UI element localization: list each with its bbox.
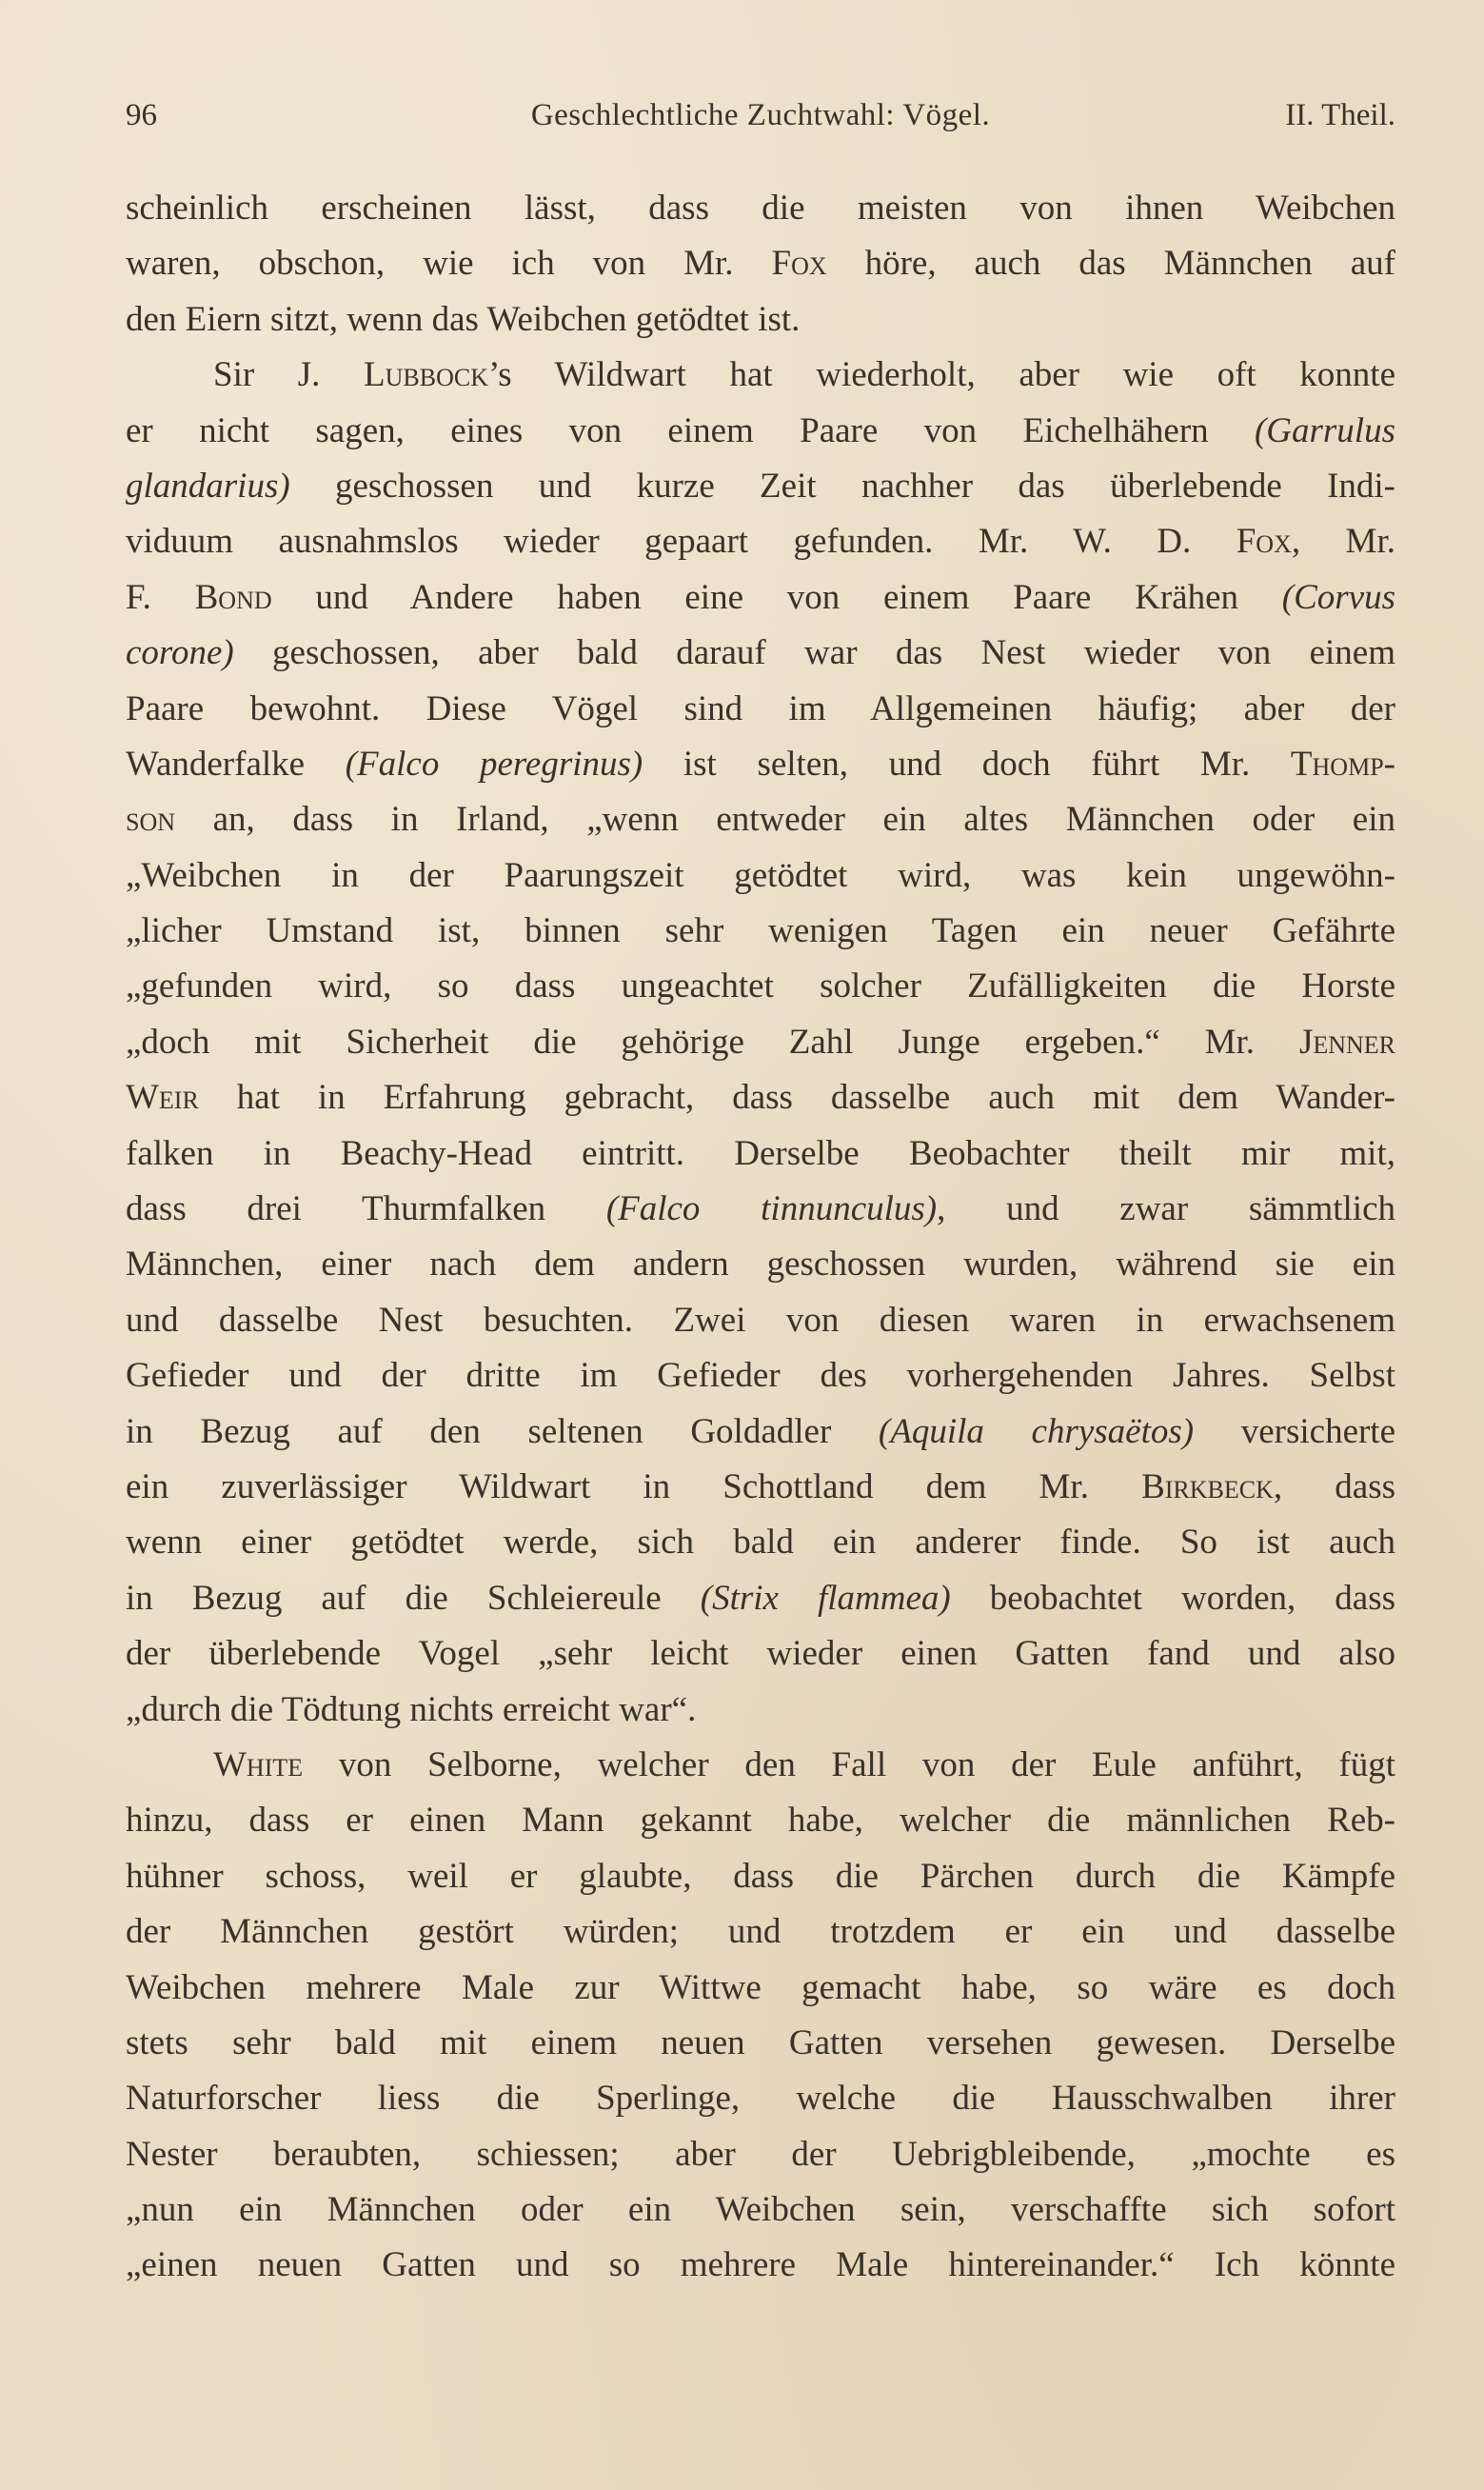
latin-name: (Corvus (1281, 577, 1395, 617)
text-segment: versicherte (1194, 1411, 1396, 1451)
name-smallcaps: Birkbeck (1141, 1466, 1274, 1506)
text-line (126, 181, 1395, 236)
text-segment: waren, obschon, wie ich von Mr. (126, 244, 772, 284)
text-segment: „einen neuen Gatten und so mehrere Male hintereinander.“ Ich könnte (126, 2245, 1395, 2285)
text-line (126, 1182, 1395, 1237)
text-segment: „gefunden wird, so dass ungeachtet solcher Zufälligkeiten die Horste (126, 966, 1395, 1006)
latin-name: (Falco tinnunculus) (605, 1189, 938, 1229)
text-line (126, 236, 1395, 291)
text-segment: falken in Beachy-Head eintritt. Derselbe Beobachter theilt mir mit, (126, 1133, 1395, 1173)
text-line (126, 682, 1395, 737)
text-segment: Männchen, einer nach dem andern geschossen wurden, während sie ein (126, 1245, 1395, 1285)
text-line (126, 848, 1395, 904)
text-segment: der Männchen gestört würden; und trotzdem er ein und dasselbe (126, 1912, 1395, 1952)
text-segment: , Mr. (1291, 522, 1395, 562)
text-line (126, 2127, 1395, 2182)
text-segment: hat in Erfahrung gebracht, dass dasselbe auch mit dem Wander- (198, 1078, 1395, 1118)
text-segment: an, dass in Irland, „wenn entweder ein altes Männchen oder ein (175, 800, 1395, 840)
text-line (126, 1015, 1395, 1070)
text-segment: in Bezug auf die Schleiereule (126, 1578, 701, 1618)
text-line (126, 1126, 1395, 1182)
text-segment: Sir J. (213, 355, 365, 395)
text-segment: den Eiern sitzt, wenn das Weibchen getödtet ist. (126, 299, 801, 339)
name-smallcaps: Weir (126, 1078, 199, 1118)
name-smallcaps: Lubbock (364, 355, 488, 395)
text-segment: geschossen und kurze Zeit nachher das überlebende Indi- (289, 466, 1395, 506)
text-segment: scheinlich erscheinen lässt, dass die meisten von ihnen Weibchen (126, 189, 1395, 228)
text-line (126, 737, 1395, 792)
text-line (126, 570, 1395, 626)
text-line (126, 1571, 1395, 1626)
text-segment: Wanderfalke (126, 744, 346, 784)
text-line (126, 792, 1395, 847)
text-line (126, 1904, 1395, 1960)
text-line (126, 1348, 1395, 1404)
body-text (126, 181, 1395, 2294)
text-segment: ’s Wildwart hat wiederholt, aber wie oft konnte (488, 355, 1396, 395)
text-segment: Weibchen mehrere Male zur Wittwe gemacht habe, so wäre es doch (126, 1967, 1395, 2007)
text-segment: „doch mit Sicherheit die gehörige Zahl Junge ergeben.“ Mr. (126, 1022, 1299, 1062)
running-title: Geschlechtliche Zuchtwahl: Vögel. (530, 98, 991, 132)
text-segment: dass drei Thurmfalken (126, 1189, 606, 1229)
text-segment: wenn einer getödtet werde, sich bald ein anderer finde. So ist auch (126, 1523, 1395, 1563)
text-segment: Paare bewohnt. Diese Vögel sind im Allgemeinen häufig; aber der (126, 688, 1395, 728)
text-line (126, 904, 1395, 959)
text-segment: in Bezug auf den seltenen Goldadler (126, 1411, 879, 1451)
text-line (126, 1626, 1395, 1682)
text-segment: der überlebende Vogel „sehr leicht wieder einen Gatten fand und also (126, 1634, 1395, 1674)
text-line (126, 1849, 1395, 1904)
text-segment: „Weibchen in der Paarungszeit getödtet wird, was kein ungewöhn- (126, 855, 1395, 895)
running-head (126, 91, 1395, 139)
latin-name: glandarius) (126, 466, 290, 506)
name-smallcaps: Fox (1236, 522, 1292, 562)
latin-name: (Falco peregrinus) (345, 744, 643, 784)
text-line (126, 626, 1395, 681)
text-segment: F. (126, 577, 195, 617)
text-line (126, 404, 1395, 459)
text-line (126, 959, 1395, 1014)
name-smallcaps: Bond (194, 577, 272, 617)
text-segment: höre, auch das Männchen auf (826, 244, 1395, 284)
text-line (126, 1460, 1395, 1515)
text-line (126, 1404, 1395, 1460)
text-line (126, 1070, 1395, 1125)
text-line (126, 1961, 1395, 2016)
text-line (126, 2071, 1395, 2126)
name-smallcaps: White (213, 1744, 304, 1784)
text-segment: hinzu, dass er einen Mann gekannt habe, welcher die männlichen Reb- (126, 1801, 1395, 1841)
text-segment: er nicht sagen, eines von einem Paare von Eichelhähern (126, 410, 1255, 450)
text-segment: hühner schoss, weil er glaubte, dass die Pärchen durch die Kämpfe (126, 1856, 1395, 1896)
text-segment: , dass (1273, 1466, 1395, 1506)
latin-name: (Aquila chrysaëtos) (878, 1411, 1195, 1451)
page-number: 96 (126, 98, 157, 132)
text-segment: stets sehr bald mit einem neuen Gatten versehen gewesen. Derselbe (126, 2022, 1395, 2062)
text-segment: geschossen, aber bald darauf war das Nest wieder von einem (233, 633, 1395, 673)
text-line (126, 2238, 1395, 2293)
text-segment: Naturforscher liess die Sperlinge, welche die Hausschwalben ihrer (126, 2079, 1395, 2119)
name-smallcaps: Thomp- (1290, 744, 1395, 784)
text-line (126, 459, 1395, 514)
name-smallcaps: son (126, 800, 176, 840)
text-segment: , und zwar sämmtlich (937, 1189, 1395, 1229)
text-line (126, 348, 1395, 403)
name-smallcaps: Fox (771, 244, 827, 284)
text-line (126, 514, 1395, 569)
text-line (126, 1683, 1395, 1738)
text-segment: von Selborne, welcher den Fall von der Eule anführt, fügt (303, 1744, 1395, 1784)
text-segment: und Andere haben eine von einem Paare Krähen (271, 577, 1282, 617)
text-line (126, 2182, 1395, 2238)
text-line (126, 2016, 1395, 2071)
latin-name: corone) (126, 633, 234, 673)
text-segment: „nun ein Männchen oder ein Weibchen sein, verschaffte sich sofort (126, 2190, 1395, 2230)
latin-name: (Garrulus (1254, 410, 1395, 450)
text-segment: viduum ausnahmslos wieder gepaart gefunden. Mr. W. D. (126, 522, 1237, 562)
text-segment: Nester beraubten, schiessen; aber der Uebrigbleibende, „mochte es (126, 2134, 1395, 2174)
part-label: II. Theil. (1285, 98, 1395, 132)
text-segment: ein zuverlässiger Wildwart in Schottland dem Mr. (126, 1466, 1142, 1506)
name-smallcaps: Jenner (1298, 1022, 1395, 1062)
text-line (126, 1738, 1395, 1793)
text-line (126, 1293, 1395, 1348)
latin-name: (Strix flammea) (700, 1578, 951, 1618)
text-line (126, 1515, 1395, 1570)
text-line (126, 292, 1395, 348)
text-segment: „durch die Tödtung nichts erreicht war“. (126, 1689, 697, 1729)
text-line (126, 1793, 1395, 1848)
text-segment: und dasselbe Nest besuchten. Zwei von diesen waren in erwachsenem (126, 1300, 1395, 1340)
text-segment: „licher Umstand ist, binnen sehr wenigen Tagen ein neuer Gefährte (126, 911, 1395, 951)
text-segment: Gefieder und der dritte im Gefieder des vorhergehenden Jahres. Selbst (126, 1356, 1395, 1396)
text-line (126, 1237, 1395, 1292)
text-segment: ist selten, und doch führt Mr. (643, 744, 1291, 784)
text-segment: beobachtet worden, dass (950, 1578, 1396, 1618)
